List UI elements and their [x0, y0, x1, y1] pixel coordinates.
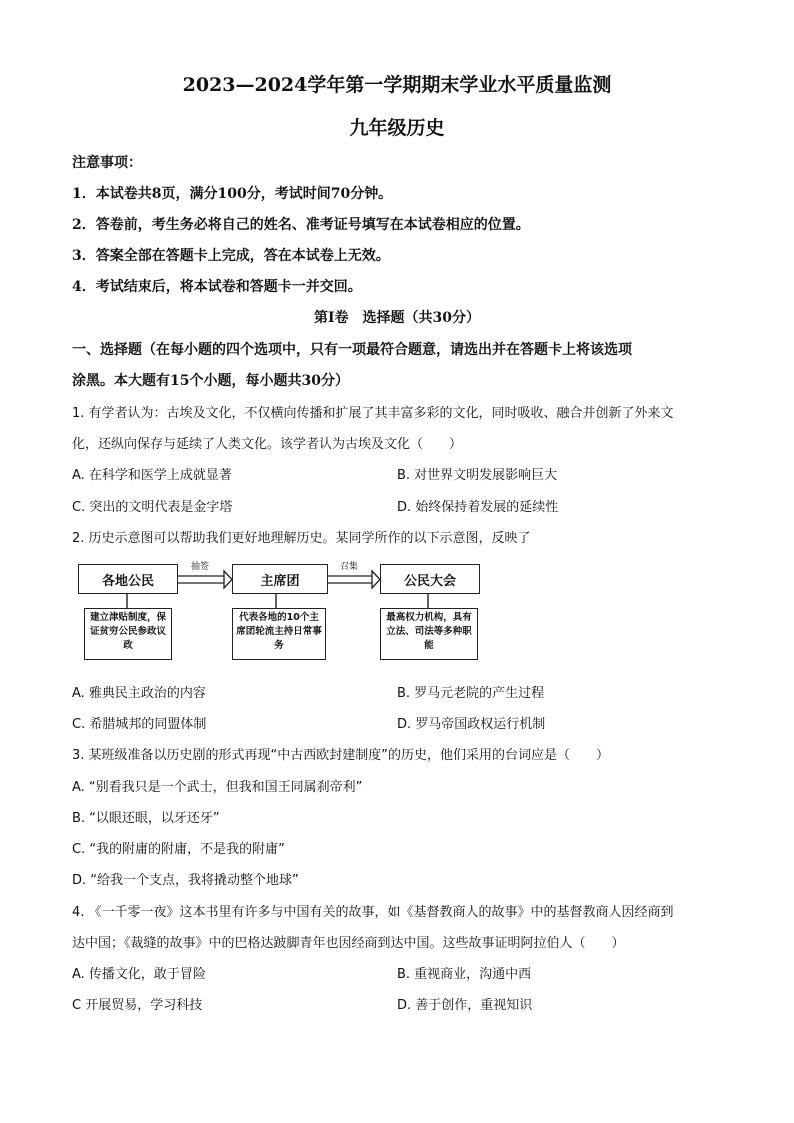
note-presidium-duties: 代表各地的10个主席团轮流主持日常事务 — [232, 608, 326, 660]
q3-option-a: A. “别看我只是一个武士，但我和国王同属刹帝利” — [72, 780, 363, 795]
q4-stem-line1: 4. 《一千零一夜》这本书里有许多与中国有关的故事，如《基督教商人的故事》中的基督教商人因经商到 — [72, 905, 674, 920]
q1-option-d: D. 始终保持着发展的延续性 — [397, 500, 559, 515]
q1-option-b: B. 对世界文明发展影响巨大 — [397, 468, 558, 483]
q2-option-d: D. 罗马帝国政权运行机制 — [397, 717, 546, 732]
notice-item-2: 2．答卷前，考生务必将自己的姓名、准考证号填写在本试卷相应的位置。 — [72, 217, 530, 233]
q4-option-c: C 开展贸易，学习科技 — [72, 998, 203, 1013]
note-assembly-powers: 最高权力机构，具有立法、司法等多种职能 — [380, 608, 478, 660]
part1-heading: 第Ⅰ卷 选择题（共30分） — [313, 310, 481, 326]
q1-stem-line2: 化，还纵向保存与延续了人类文化。该学者认为古埃及文化（ ） — [72, 437, 463, 452]
note-allowance-system: 建立津贴制度，保证贫穷公民参政议政 — [84, 608, 172, 660]
exam-subtitle: 九年级历史 — [349, 117, 445, 139]
notice-item-1: 1．本试卷共8页，满分100分，考试时间70分钟。 — [72, 186, 393, 202]
notice-heading: 注意事项： — [72, 155, 142, 171]
q3-stem: 3. 某班级准备以历史剧的形式再现“中古西欧封建制度”的历史，他们采用的台词应是（ ） — [72, 748, 610, 763]
q2-option-a: A. 雅典民主政治的内容 — [72, 686, 206, 701]
q4-option-a: A. 传播文化，敢于冒险 — [72, 967, 206, 982]
notice-item-4: 4．考试结束后，将本试卷和答题卡一并交回。 — [72, 279, 362, 295]
box-local-citizens: 各地公民 — [78, 564, 178, 594]
q4-stem-line2: 达中国；《裁缝的故事》中的巴格达跛脚青年也因经商到达中国。这些故事证明阿拉伯人（ ） — [72, 936, 625, 951]
q2-option-c: C. 希腊城邦的同盟体制 — [72, 717, 207, 732]
q4-option-d: D. 善于创作，重视知识 — [397, 998, 533, 1013]
box-citizens-assembly: 公民大会 — [380, 564, 480, 594]
arrow-label-convene: 召集 — [340, 562, 359, 572]
q1-option-a: A. 在科学和医学上成就显著 — [72, 468, 232, 483]
q2-stem: 2. 历史示意图可以帮助我们更好地理解历史。某同学所作的以下示意图，反映了 — [72, 531, 531, 546]
box-presidium: 主席团 — [232, 564, 328, 594]
q2-diagram — [78, 556, 488, 668]
q3-option-c: C. “我的附庸的附庸，不是我的附庸” — [72, 842, 285, 857]
section-instruction-line2: 涂黑。本大题有15个小题，每小题共30分） — [72, 373, 349, 389]
q1-stem-line1: 1. 有学者认为：古埃及文化，不仅横向传播和扩展了其丰富多彩的文化，同时吸收、融合并创新了外来文 — [72, 406, 674, 421]
arrow-label-lottery: 抽签 — [191, 562, 210, 572]
q3-option-d: D. “给我一个支点，我将撬动整个地球” — [72, 873, 299, 888]
section-instruction-line1: 一、选择题（在每小题的四个选项中，只有一项最符合题意，请选出并在答题卡上将该选项 — [72, 342, 632, 358]
q3-option-b: B. “以眼还眼，以牙还牙” — [72, 811, 220, 826]
q4-option-b: B. 重视商业，沟通中西 — [397, 967, 532, 982]
notice-item-3: 3．答案全部在答题卡上完成，答在本试卷上无效。 — [72, 248, 390, 264]
exam-title: 2023—2024学年第一学期期末学业水平质量监测 — [182, 74, 612, 96]
q1-option-c: C. 突出的文明代表是金字塔 — [72, 500, 233, 515]
q2-option-b: B. 罗马元老院的产生过程 — [397, 686, 545, 701]
